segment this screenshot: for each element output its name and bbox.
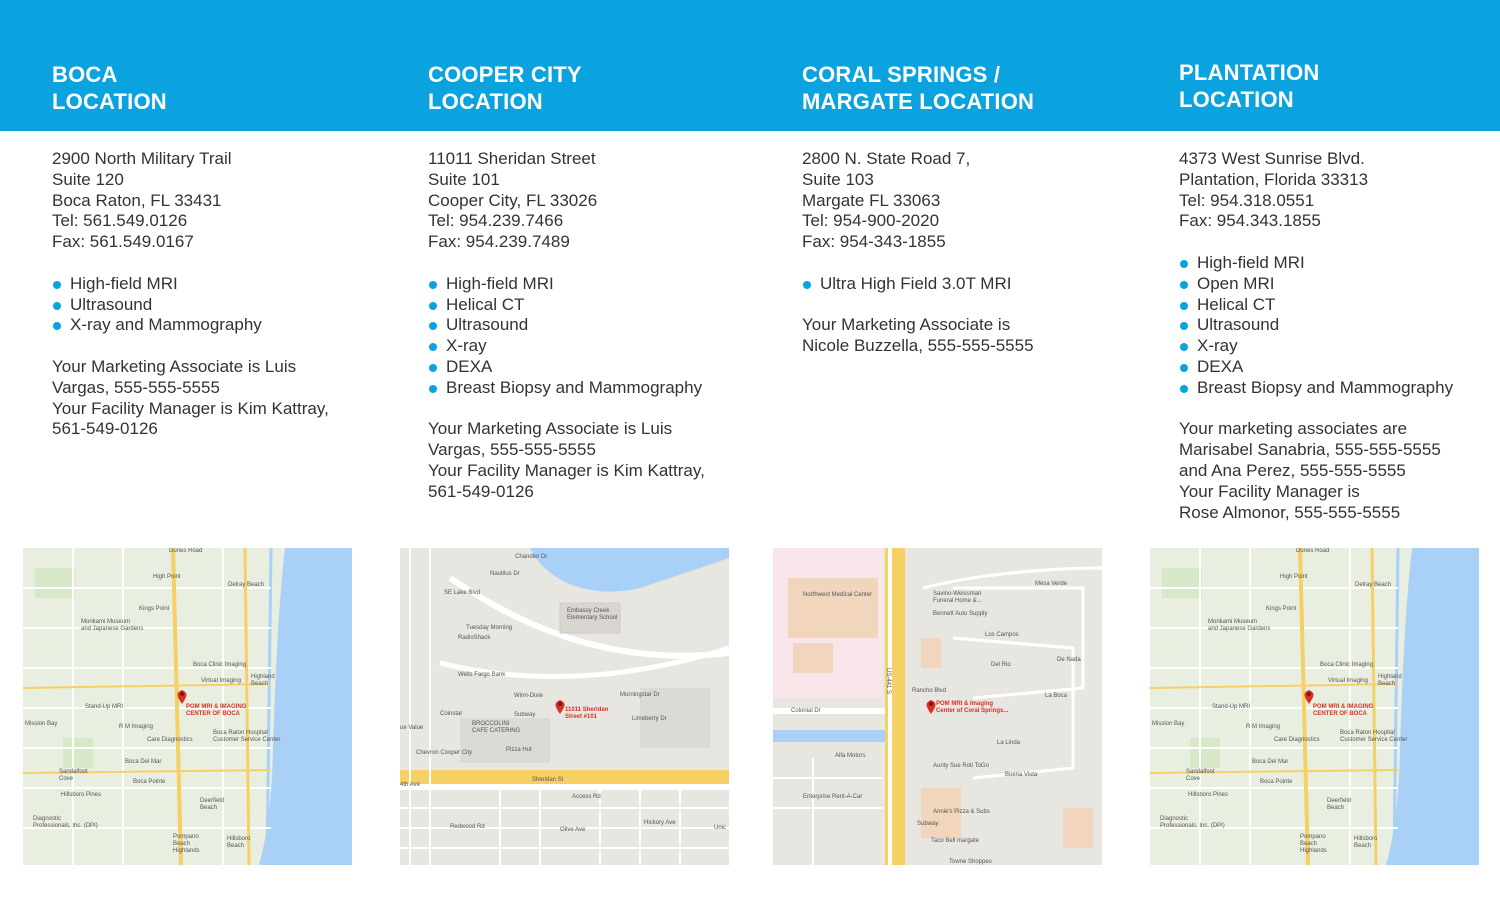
phone-line: Tel: 954.239.7466 (428, 211, 564, 231)
map-label: Dunes Road (169, 548, 203, 554)
map-label: Hillsboro Pines (61, 792, 102, 798)
map-label: La Linda (997, 740, 1021, 746)
location-info (1179, 149, 1453, 523)
map-label: Nautilus Dr (490, 571, 520, 577)
map-label: Pompano Beach Highlands (1300, 834, 1327, 854)
map-label: Care Diagnostics (1274, 737, 1320, 743)
map-label: Delray Beach (228, 582, 265, 588)
map-label: Pizza Hut (506, 747, 532, 753)
contact-line: Your Facility Manager is Kim Kattray, (52, 398, 329, 418)
map-label: R M Imaging (1246, 724, 1281, 730)
map-label: Boca Pointe (133, 779, 166, 785)
address-line: Plantation, Florida 33313 (1179, 169, 1369, 189)
service-item (1179, 253, 1453, 274)
location-info (802, 149, 1034, 357)
map-label: La Boca (1045, 693, 1068, 699)
map-label: ue Value (400, 725, 424, 731)
map-label: Morikami Museum and Japanese Gardens (1208, 619, 1271, 632)
bullet-icon (1180, 364, 1188, 372)
service-item (52, 295, 329, 316)
map-label: Access Rd (572, 794, 601, 800)
map-label: Embassy Creek Elementary School (567, 608, 618, 621)
bullet-icon (1180, 302, 1188, 310)
map-label: BROCCOLINI CAFE CATERING (472, 721, 521, 734)
contact-line: Your Marketing Associate is (802, 315, 1011, 335)
contact-line: Marisabel Sanabria, 555-555-5555 (1179, 440, 1441, 460)
service-item (52, 315, 329, 336)
map-label: Stand-Up MRI (1212, 704, 1251, 710)
service-label: Breast Biopsy and Mammography (1197, 377, 1454, 397)
address-line: Cooper City, FL 33026 (428, 190, 598, 210)
service-label: X-ray and Mammography (70, 315, 262, 335)
map-label: Los Campos (985, 632, 1019, 638)
address-line: Suite 120 (52, 169, 124, 189)
contact-block (1179, 419, 1453, 523)
fax-line: Fax: 561.549.0167 (52, 232, 194, 252)
map-label: Stand-Up MRI (85, 704, 124, 710)
map-pin-label: POM MRI & Imaging Center of Coral Springs... (936, 701, 1009, 714)
service-item (1179, 378, 1453, 399)
map-label: Pompano Beach Highlands (173, 834, 200, 854)
contact-line: Nicole Buzzella, 555-555-5555 (802, 336, 1034, 356)
contact-block (802, 315, 1034, 357)
map-label: Deerfield Beach (1327, 798, 1352, 811)
bullet-icon (53, 322, 61, 330)
bullet-icon (1180, 343, 1188, 351)
map-label: High Point (153, 574, 181, 580)
map-boca[interactable] (23, 548, 352, 865)
map-label: Del Rio (991, 662, 1011, 668)
address-line: 4373 West Sunrise Blvd. (1179, 149, 1365, 168)
map-label: Alfa Motors (835, 753, 866, 759)
service-label: Helical CT (1197, 294, 1276, 314)
contact-line: Your Marketing Associate is Luis (52, 356, 297, 376)
map-label: Sheridan St (532, 777, 564, 783)
map-label: Care Diagnostics (147, 737, 193, 743)
location-info (428, 149, 705, 503)
contact-line: Vargas, 555-555-5555 (52, 377, 220, 397)
service-label: X-ray (446, 336, 487, 356)
address-line: Suite 103 (802, 169, 874, 189)
service-item (802, 274, 1034, 295)
service-label: Helical CT (446, 294, 525, 314)
fax-line: Fax: 954.239.7489 (428, 232, 570, 252)
service-item (428, 378, 705, 399)
map-label: Boca Raton Hospital Customer Service Center (213, 730, 281, 743)
service-item (428, 315, 705, 336)
services-list (428, 274, 705, 399)
map-label: Virtual Imaging (1328, 678, 1368, 684)
location-info (52, 149, 329, 440)
services-list (52, 274, 329, 336)
map-label: Mesa Verde (1035, 581, 1068, 587)
map-pin-label: POM MRI & IMAGING CENTER OF BOCA (186, 704, 247, 717)
contact-line: 561-549-0126 (52, 419, 158, 439)
map-label: Winn-Dixie (514, 693, 544, 699)
service-label: High-field MRI (1197, 252, 1305, 272)
map-label: Olive Ave (560, 827, 586, 833)
map-label: Hillsboro Beach (1354, 836, 1378, 849)
map-pin-label: POM MRI & IMAGING CENTER OF BOCA (1313, 704, 1374, 717)
service-label: High-field MRI (70, 273, 178, 293)
map-label: Annie's Pizza & Subs (933, 809, 990, 815)
service-label: DEXA (1197, 356, 1244, 376)
map-label: Bennett Auto Supply (933, 611, 988, 617)
address-line: Suite 101 (428, 169, 500, 189)
phone-line: Tel: 561.549.0126 (52, 211, 188, 231)
map-label: Mission Bay (1152, 721, 1185, 727)
map-label: Tuesday Morning (466, 625, 513, 631)
map-label: De Nada (1057, 657, 1081, 663)
contact-line: and Ana Perez, 555-555-5555 (1179, 460, 1406, 480)
address-line: 2800 N. State Road 7, (802, 149, 971, 168)
contact-line: Your Facility Manager is Kim Kattray, (428, 460, 705, 480)
service-label: Ultra High Field 3.0T MRI (820, 273, 1012, 293)
map-label: Dunes Road (1296, 548, 1330, 554)
fax-line: Fax: 954-343-1855 (802, 232, 946, 252)
map-label: Delray Beach (1355, 582, 1392, 588)
map-label: Coinstar (440, 711, 463, 717)
map-label: R M Imaging (119, 724, 154, 730)
bullet-icon (429, 322, 437, 330)
map-label: Rancho Blvd (912, 688, 947, 694)
map-label: High Point (1280, 574, 1308, 580)
address-block (52, 149, 329, 253)
bullet-icon (1180, 385, 1188, 393)
map-label: 4th Ave (400, 782, 420, 788)
bullet-icon (429, 281, 437, 289)
bullet-icon (429, 364, 437, 372)
map-label: Highland Beach (1378, 674, 1402, 687)
fax-line: Fax: 954.343.1855 (1179, 211, 1321, 231)
map-label: Deerfield Beach (200, 798, 225, 811)
services-list (1179, 253, 1453, 399)
contact-line: Your Facility Manager is (1179, 481, 1360, 501)
map-label: Boca Pointe (1260, 779, 1293, 785)
service-item (1179, 274, 1453, 295)
service-item (52, 274, 329, 295)
map-label: Sandalfoot Cove (59, 769, 88, 782)
map-label: Highland Beach (251, 674, 275, 687)
bullet-icon (803, 281, 811, 289)
contact-line: 561-549-0126 (428, 481, 534, 501)
map-label: Diagnostic Professionals, Inc. (DPI) (1160, 816, 1225, 829)
service-item (1179, 315, 1453, 336)
map-label: Diagnostic Professionals, Inc. (DPI) (33, 816, 98, 829)
address-line: Boca Raton, FL 33431 (52, 190, 222, 210)
services-list (802, 274, 1034, 295)
service-item (428, 274, 705, 295)
service-item (428, 357, 705, 378)
bullet-icon (429, 343, 437, 351)
bullet-icon (53, 302, 61, 310)
contact-line: Vargas, 555-555-5555 (428, 440, 596, 460)
map-label: Colonial Dr (791, 708, 821, 714)
address-block (802, 149, 1034, 253)
map-label: Boca Clinic Imaging (193, 662, 247, 668)
map-plantation[interactable] (1150, 548, 1479, 865)
map-label: Buena Vista (1005, 772, 1038, 778)
map-cooper-city[interactable] (400, 548, 729, 865)
contact-line: Your marketing associates are (1179, 419, 1408, 439)
address-line: 11011 Sheridan Street (428, 149, 596, 168)
service-label: High-field MRI (446, 273, 554, 293)
service-item (1179, 336, 1453, 357)
map-label: RadioShack (458, 635, 491, 641)
map-label: Morningstar Dr (620, 692, 660, 698)
service-label: Ultrasound (446, 315, 529, 335)
service-label: Ultrasound (70, 294, 153, 314)
service-label: DEXA (446, 356, 493, 376)
map-label: Chandler Dr (515, 554, 548, 560)
map-label: Towne Shoppes (949, 859, 992, 865)
service-item (1179, 357, 1453, 378)
map-pin-label: 11011 Sheridan Street #101 (565, 707, 609, 720)
phone-line: Tel: 954.318.0551 (1179, 190, 1315, 210)
bullet-icon (1180, 260, 1188, 268)
map-label: Hillsboro Beach (227, 836, 251, 849)
map-label: Hillsboro Pines (1188, 792, 1229, 798)
map-label: Subway (514, 712, 536, 718)
phone-line: Tel: 954-900-2020 (802, 211, 940, 231)
map-label: Wells Fargo Bank (458, 672, 506, 678)
map-label: Kings Point (1266, 606, 1297, 612)
map-label: Taco Bell margate (931, 838, 980, 844)
bullet-icon (429, 302, 437, 310)
map-label: Unic (714, 825, 727, 831)
map-label: Enterprise Rent-A-Car (803, 794, 863, 800)
bullet-icon (1180, 281, 1188, 289)
contact-block (428, 419, 705, 502)
bullet-icon (53, 281, 61, 289)
map-label: Redwood Rd (450, 824, 485, 830)
address-line: Margate FL 33063 (802, 190, 941, 210)
map-label: Sandalfoot Cove (1186, 769, 1215, 782)
map-label: Boca Del Mar (125, 759, 162, 765)
service-item (428, 295, 705, 316)
address-block (1179, 149, 1453, 232)
location-title: PLANTATION LOCATION (1179, 60, 1320, 112)
address-block (428, 149, 705, 253)
map-label: Virtual Imaging (201, 678, 241, 684)
map-label: Northwest Medical Center (803, 592, 873, 598)
map-label: Boca Clinic Imaging (1320, 662, 1374, 668)
map-label: Boca Del Mar (1252, 759, 1289, 765)
map-coral-springs-margate[interactable] (773, 548, 1102, 865)
map-label: Hickory Ave (644, 820, 676, 826)
map-label: Morikami Museum and Japanese Gardens (81, 619, 144, 632)
service-item (428, 336, 705, 357)
location-title: CORAL SPRINGS / MARGATE LOCATION (802, 62, 1035, 114)
bullet-icon (429, 385, 437, 393)
address-line: 2900 North Military Trail (52, 149, 232, 168)
service-label: Open MRI (1197, 273, 1275, 293)
map-label: SE Lake Blvd (444, 590, 481, 596)
service-label: Ultrasound (1197, 315, 1280, 335)
map-label: Limeberry Dr (632, 716, 667, 722)
map-label: Chevron Cooper City (416, 750, 473, 756)
location-title: COOPER CITY LOCATION (428, 62, 582, 114)
map-label: Mission Bay (25, 721, 58, 727)
map-label: US-441 S (885, 668, 891, 695)
contact-line: Your Marketing Associate is Luis (428, 419, 673, 439)
map-label: Savino-Weissman Funeral Home &... (933, 591, 982, 604)
map-label: Subway (917, 821, 939, 827)
service-item (1179, 295, 1453, 316)
map-label: Boca Raton Hospital Customer Service Center (1340, 730, 1408, 743)
contact-line: Rose Almonor, 555-555-5555 (1179, 502, 1401, 522)
bullet-icon (1180, 322, 1188, 330)
map-label: Kings Point (139, 606, 170, 612)
service-label: Breast Biopsy and Mammography (446, 377, 703, 397)
contact-block (52, 357, 329, 440)
map-label: Aunty Sue Roti ToGo (933, 763, 989, 769)
service-label: X-ray (1197, 336, 1238, 356)
location-title: BOCA LOCATION (52, 62, 167, 114)
